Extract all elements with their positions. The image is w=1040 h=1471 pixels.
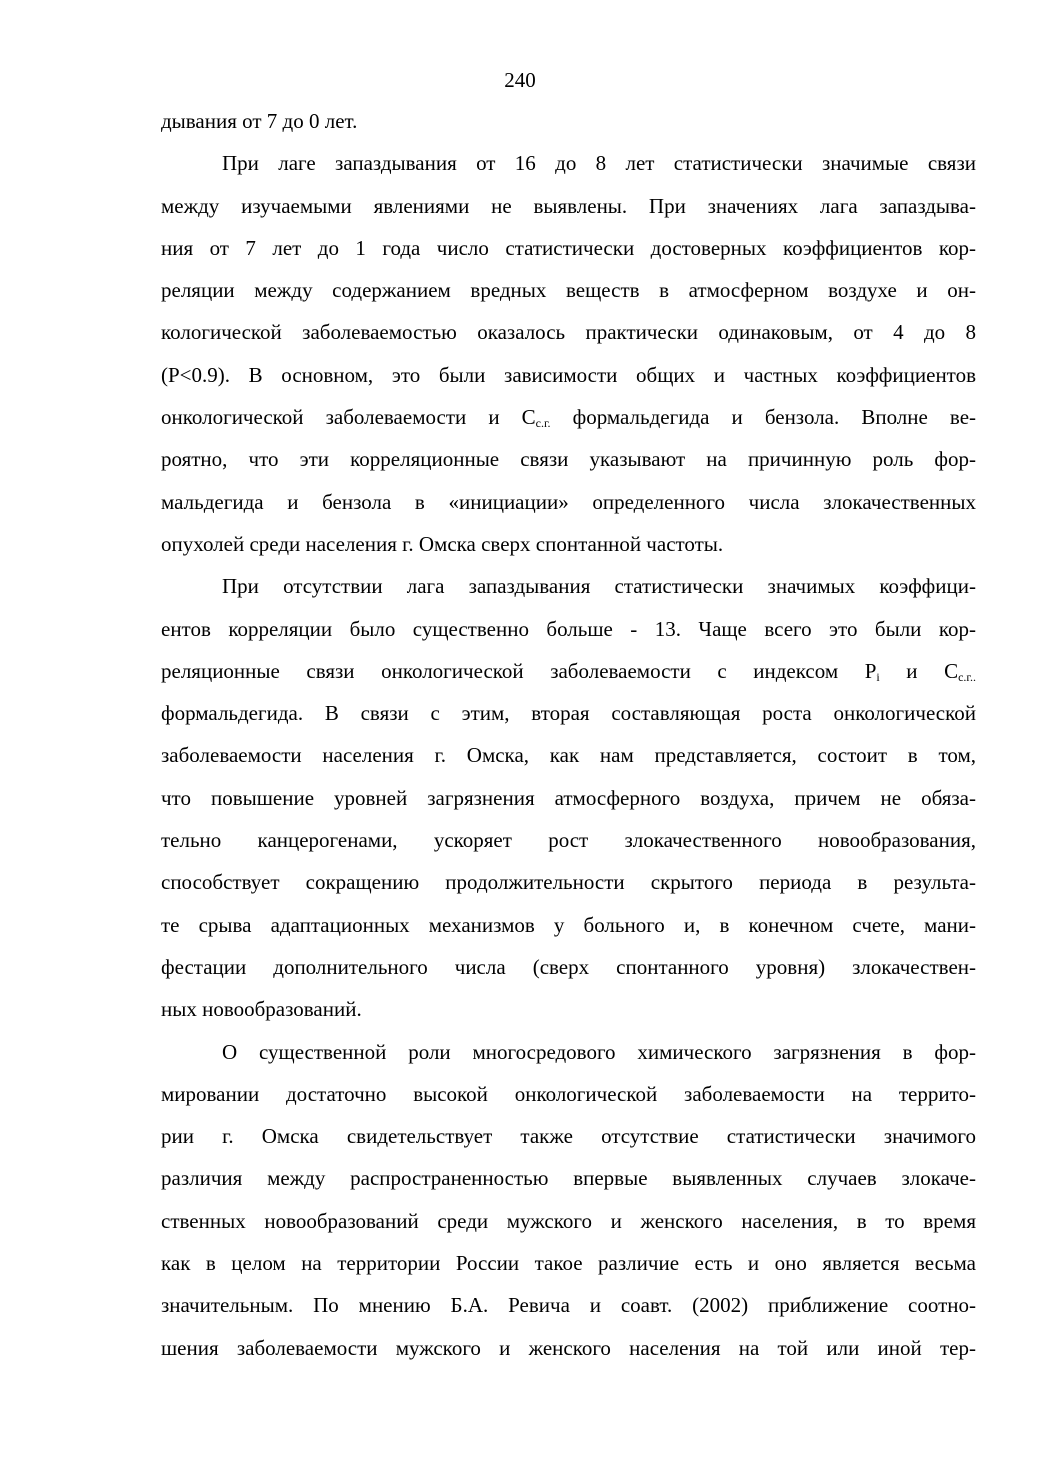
subscript: с.г. [535,416,551,431]
text-line [161,1115,976,1157]
line-text: ния от 7 лет до 1 года число статистически достоверных коэффициентов кор- [161,235,976,260]
line-text: рии г. Омска свидетельствует также отсутствие статистически значимого [161,1124,976,1149]
text-line [161,481,976,523]
line-text: значительным. По мнению Б.А. Ревича и соавт. (2002) приближение соотно- [161,1293,976,1318]
line-text: различия между распространенностью впервые выявленных случаев злокаче- [161,1166,976,1191]
line-text: При лаге запаздывания от 16 до 8 лет статистически значимые связи [222,151,976,176]
text-line [161,1327,976,1369]
text-line [161,946,976,988]
line-text: онкологической заболеваемости и C [161,405,536,430]
text-line [161,650,976,692]
document-body [161,100,976,1369]
line-text: О существенной роли многосредового химического загрязнения в фор- [222,1039,976,1064]
line-text: фестации дополнительного числа (сверх спонтанного уровня) злокачествен- [161,954,976,979]
line-text: мальдегида и бензола в «инициации» определенного числа злокачественных [161,489,976,514]
line-text: роятно, что эти корреляционные связи указывают на причинную роль фор- [161,447,976,472]
line-text: формальдегида и бензола. Вполне ве- [550,405,977,430]
text-line [161,1284,976,1326]
text-line [161,1073,976,1115]
text-line [161,692,976,734]
line-text: заболеваемости населения г. Омска, как нам представляется, состоит в том, [161,743,976,768]
line-text: как в целом на территории России такое различие есть и оно является весьма [161,1251,976,1276]
page-number: 240 [504,68,536,92]
text-line [161,565,976,607]
text-line [161,100,976,142]
line-text: между изучаемыми явлениями не выявлены. При значениях лага запаздыва- [161,193,976,218]
text-line [161,523,976,565]
text-line [161,608,976,650]
line-text: (P<0.9). В основном, это были зависимости общих и частных коэффициентов [161,362,976,387]
subscript: i [876,669,880,684]
line-text: При отсутствии лага запаздывания статистически значимых коэффици- [222,574,976,599]
text-line [161,1031,976,1073]
line-text: мировании достаточно высокой онкологической заболеваемости на террито- [161,1081,976,1106]
text-line [161,185,976,227]
line-text: ентов корреляции было существенно больше - 13. Чаще всего это были кор- [161,616,976,641]
line-text: ных новообразований. [161,997,362,1022]
line-text: шения заболеваемости мужского и женского населения на той или иной тер- [161,1335,976,1360]
text-line [161,227,976,269]
text-line [161,819,976,861]
text-line [161,861,976,903]
text-line [161,438,976,480]
text-line [161,1242,976,1284]
line-text: формальдегида. В связи с этим, вторая составляющая роста онкологической [161,701,976,726]
text-line [161,904,976,946]
line-text: дывания от 7 до 0 лет. [161,109,358,133]
line-text: что повышение уровней загрязнения атмосферного воздуха, причем не обяза- [161,785,976,810]
line-text: тельно канцерогенами, ускоряет рост злокачественного новообразования, [161,828,976,853]
text-line [161,1157,976,1199]
line-text: реляции между содержанием вредных веществ в атмосферном воздухе и он- [161,278,976,303]
line-text: те срыва адаптационных механизмов у больного и, в конечном счете, мани- [161,912,976,937]
text-line [161,354,976,396]
text-line [161,734,976,776]
line-text: ственных новообразований среди мужского и женского населения, в то время [161,1208,976,1233]
line-text: кологической заболеваемостью оказалось практически одинаковым, от 4 до 8 [161,320,976,345]
line-text: и C [879,658,959,683]
text-line [161,1200,976,1242]
line-text: опухолей среди населения г. Омска сверх спонтанной частоты. [161,531,724,556]
text-line [161,142,976,184]
text-line [161,311,976,353]
line-text: способствует сокращению продолжительности скрытого периода в результа- [161,870,976,895]
subscript: с.г.. [958,669,976,684]
text-line [161,777,976,819]
line-text: реляционные связи онкологической заболеваемости с индексом P [161,658,877,683]
text-line [161,988,976,1030]
text-line [161,269,976,311]
text-line [161,396,976,438]
